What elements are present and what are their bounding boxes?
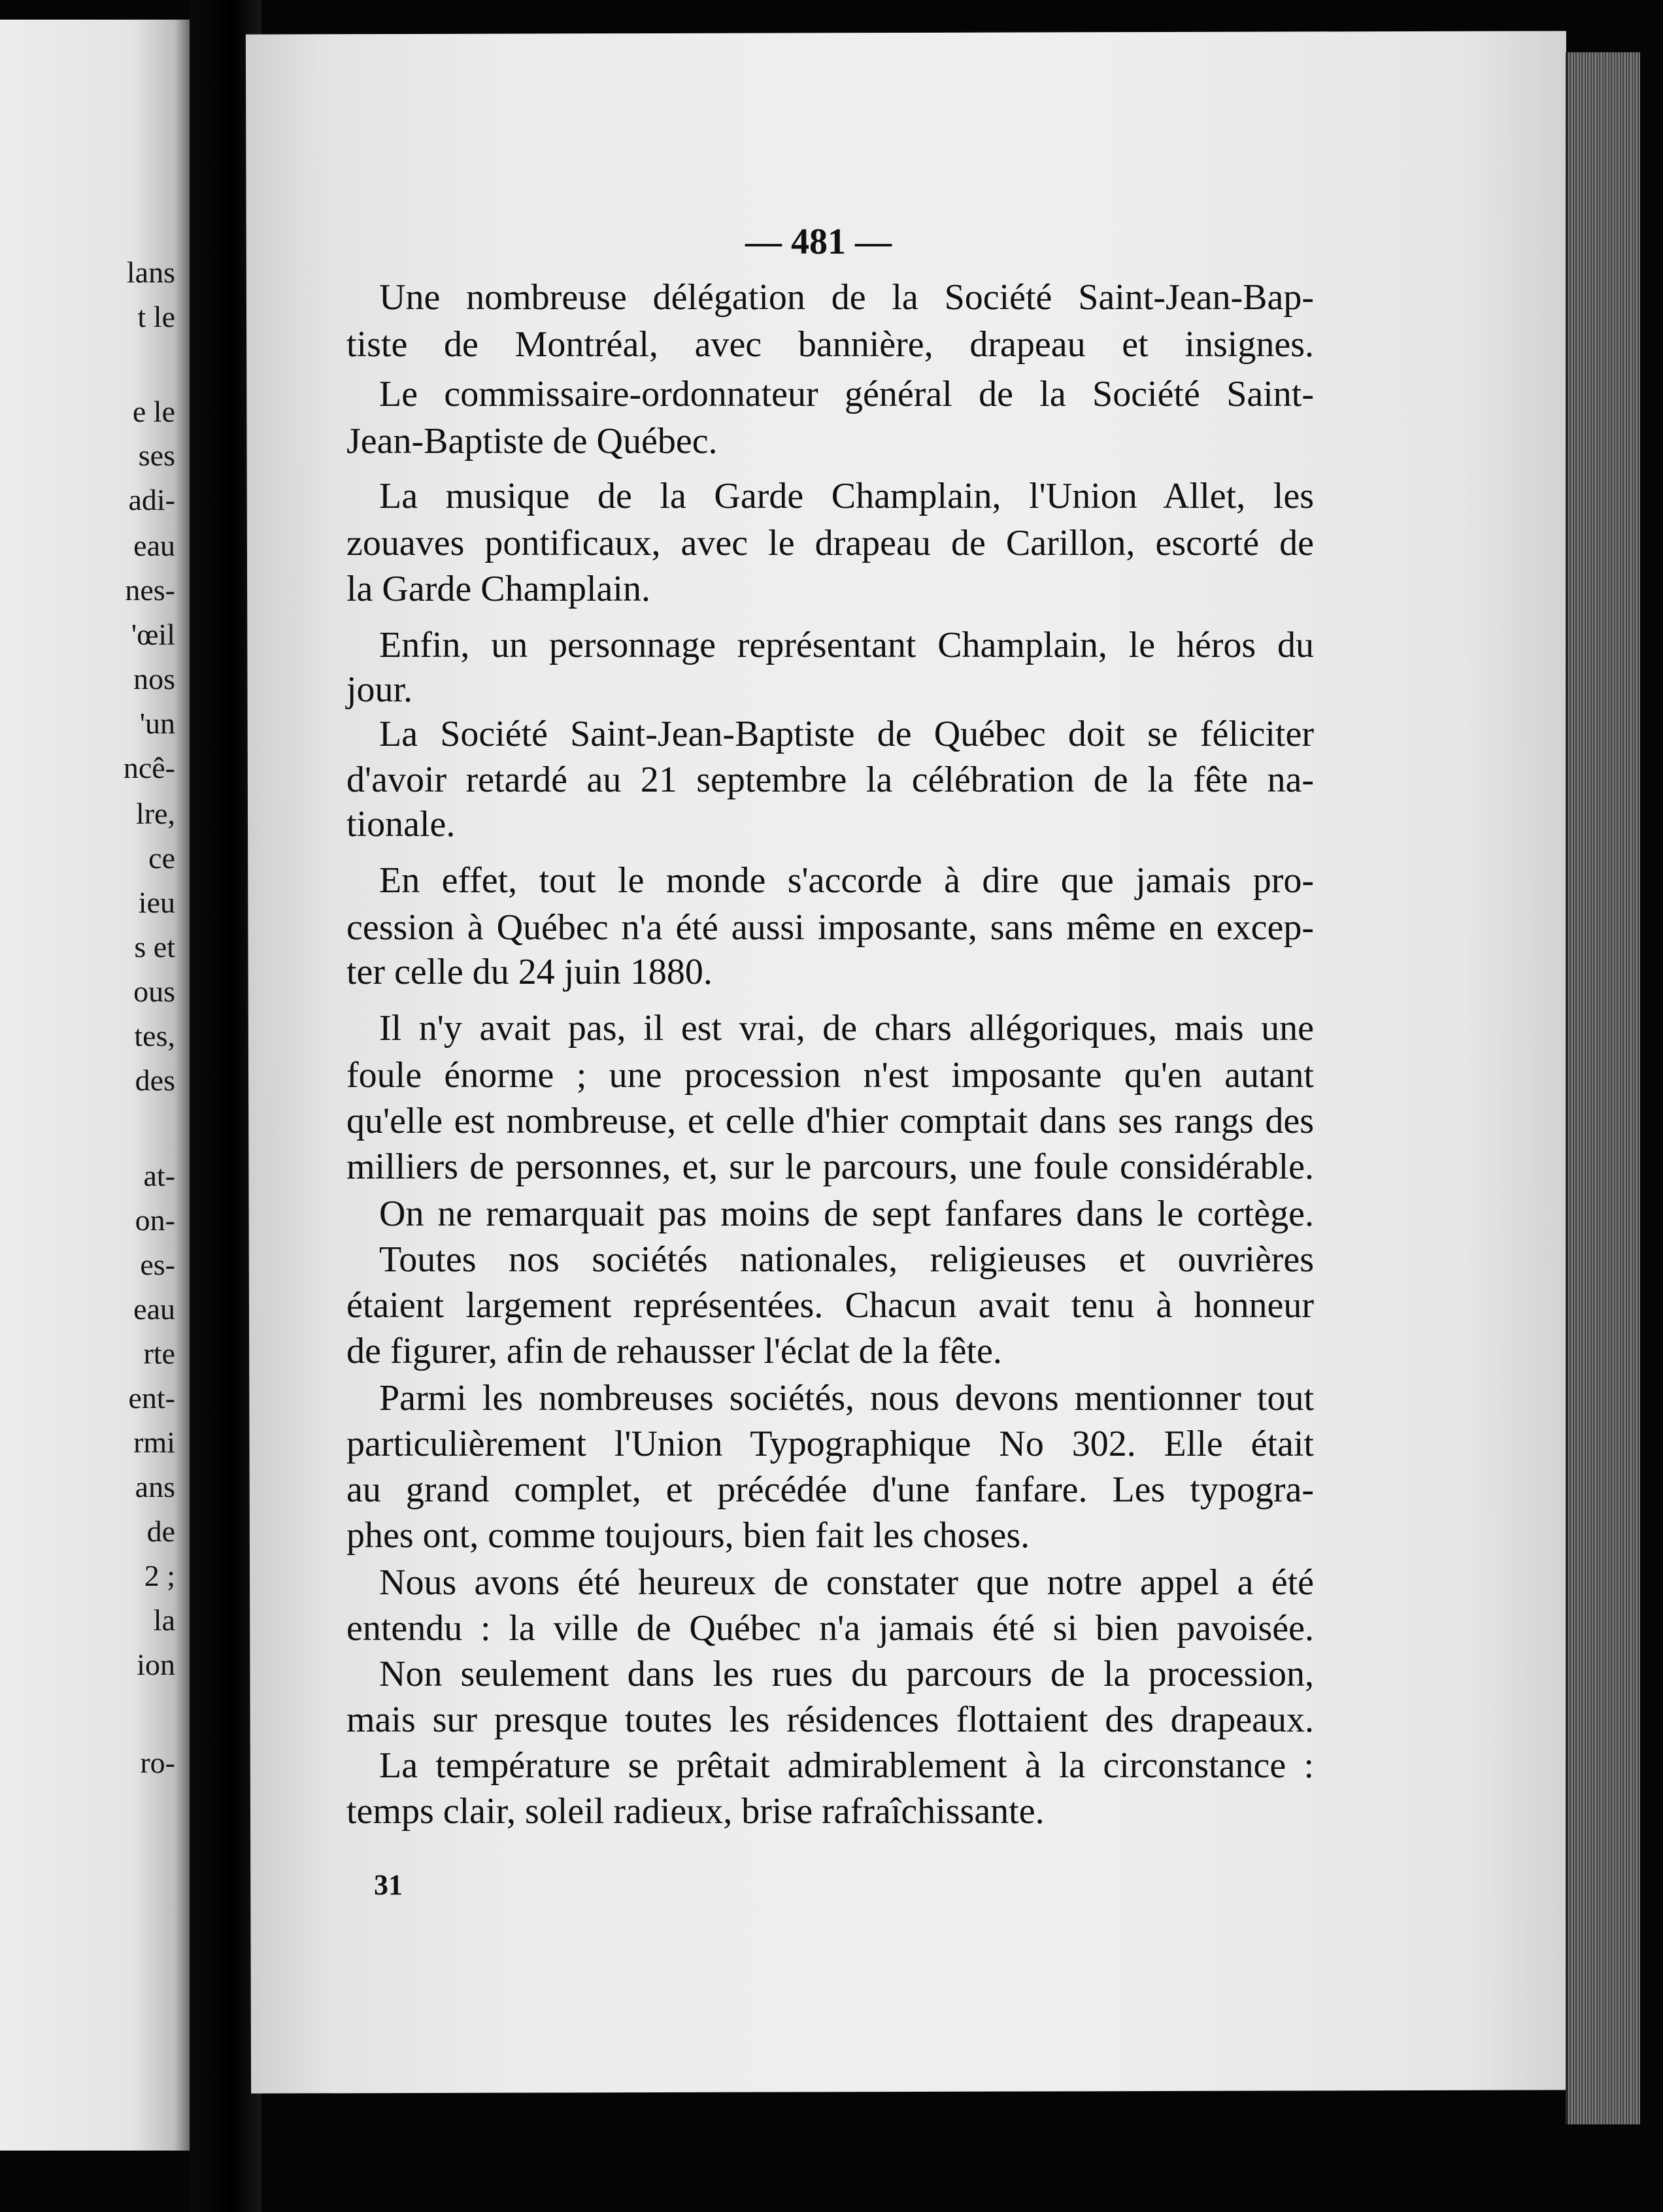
left-page-fragment: rmi xyxy=(133,1426,175,1459)
left-page-fragment: s et xyxy=(134,930,175,964)
text-line: Le commissaire-ordonnateur général de la Société Saint- xyxy=(379,374,1314,414)
left-page-fragment: ans xyxy=(135,1470,175,1503)
text-line: Toutes nos sociétés nationales, religieuses et ouvrières xyxy=(379,1239,1314,1280)
text-line: La musique de la Garde Champlain, l'Union Allet, les xyxy=(379,476,1314,516)
left-page-fragment: lans xyxy=(126,256,175,289)
text-line: Jean-Baptiste de Québec. xyxy=(346,421,718,461)
left-page-fragment: nos xyxy=(133,662,175,695)
signature-mark: 31 xyxy=(374,1869,403,1901)
text-line: temps clair, soleil radieux, brise rafraîchissante. xyxy=(346,1791,1045,1832)
left-page-fragment: ion xyxy=(137,1648,175,1681)
left-page-fragment: on- xyxy=(135,1203,175,1237)
left-page-fragment: lre, xyxy=(135,797,175,830)
left-page-fragment: eau xyxy=(133,1292,175,1326)
left-page-fragment: 'œil xyxy=(131,618,175,651)
text-line: tionale. xyxy=(346,804,456,845)
left-page-fragment: ro- xyxy=(140,1746,175,1779)
left-page-fragment: ncê- xyxy=(123,751,175,784)
left-page-fragment: ses xyxy=(138,439,175,472)
left-page-fragment: t le xyxy=(137,300,175,333)
left-page-fragment: e le xyxy=(132,395,175,428)
text-line: Une nombreuse délégation de la Société Saint-Jean-Bap- xyxy=(379,277,1314,318)
text-line: la Garde Champlain. xyxy=(346,569,650,609)
left-page-fragment: es- xyxy=(140,1248,175,1281)
text-line: On ne remarquait pas moins de sept fanfares dans le cortège. xyxy=(379,1194,1314,1234)
text-line: Non seulement dans les rues du parcours de la procession, xyxy=(379,1654,1314,1694)
text-line: Enfin, un personnage représentant Champlain, le héros du xyxy=(379,625,1314,665)
text-line: La température se prêtait admirablement à la circonstance : xyxy=(379,1745,1314,1786)
text-line: mais sur presque toutes les résidences flottaient des drapeaux. xyxy=(346,1700,1314,1740)
text-line: milliers de personnes, et, sur le parcours, une foule considérable. xyxy=(346,1147,1314,1187)
text-line: entendu : la ville de Québec n'a jamais été si bien pavoisée. xyxy=(346,1608,1314,1649)
left-page-fragment: tes, xyxy=(134,1019,175,1052)
text-line: qu'elle est nombreuse, et celle d'hier comptait dans ses rangs des xyxy=(346,1101,1314,1141)
text-line: de figurer, afin de rehausser l'éclat de la fête. xyxy=(346,1331,1002,1371)
text-line: foule énorme ; une procession n'est imposante qu'en autant xyxy=(346,1055,1314,1096)
left-page-fragment: des xyxy=(135,1064,175,1097)
left-page-fragment: ce xyxy=(148,841,175,875)
text-line: La Société Saint-Jean-Baptiste de Québec doit se féliciter xyxy=(379,714,1314,754)
text-line: au grand complet, et précédée d'une fanfare. Les typogra- xyxy=(346,1469,1314,1510)
text-line: zouaves pontificaux, avec le drapeau de Carillon, escorté de xyxy=(346,523,1314,563)
left-page-fragment: nes- xyxy=(125,573,175,607)
left-page-fragment: ieu xyxy=(138,886,175,919)
text-line: ter celle du 24 juin 1880. xyxy=(346,952,713,992)
left-page-fragment: la xyxy=(153,1603,175,1637)
text-line: Nous avons été heureux de constater que notre appel a été xyxy=(379,1562,1314,1603)
left-page-fragment: adi- xyxy=(128,483,175,516)
left-page-fragment: eau xyxy=(133,529,175,562)
text-line: d'avoir retardé au 21 septembre la célébration de la fête na- xyxy=(346,760,1314,800)
text-line: étaient largement représentées. Chacun avait tenu à honneur xyxy=(346,1285,1314,1326)
page-number: — 481 — xyxy=(745,222,892,262)
text-line: En effet, tout le monde s'accorde à dire que jamais pro- xyxy=(379,860,1314,901)
left-page-fragment: de xyxy=(146,1515,175,1548)
left-page-fragment: at- xyxy=(143,1159,175,1192)
left-page-fragment: rte xyxy=(143,1337,175,1370)
left-page-fragment: ent- xyxy=(128,1381,175,1415)
left-page-fragment: ous xyxy=(133,975,175,1008)
text-line: jour. xyxy=(346,669,413,710)
text-line: tiste de Montréal, avec bannière, drapeau et insignes. xyxy=(346,324,1314,365)
left-facing-page xyxy=(0,20,190,2151)
page-stack-edge xyxy=(1566,52,1640,2124)
text-line: phes ont, comme toujours, bien fait les choses. xyxy=(346,1515,1030,1556)
text-line: particulièrement l'Union Typographique No 302. Elle était xyxy=(346,1424,1314,1464)
text-line: Il n'y avait pas, il est vrai, de chars allégoriques, mais une xyxy=(379,1008,1314,1048)
left-page-fragment: 'un xyxy=(139,707,175,740)
text-line: Parmi les nombreuses sociétés, nous devons mentionner tout xyxy=(379,1378,1314,1418)
left-page-fragment: 2 ; xyxy=(144,1559,175,1592)
text-line: cession à Québec n'a été aussi imposante, sans même en excep- xyxy=(346,907,1314,948)
